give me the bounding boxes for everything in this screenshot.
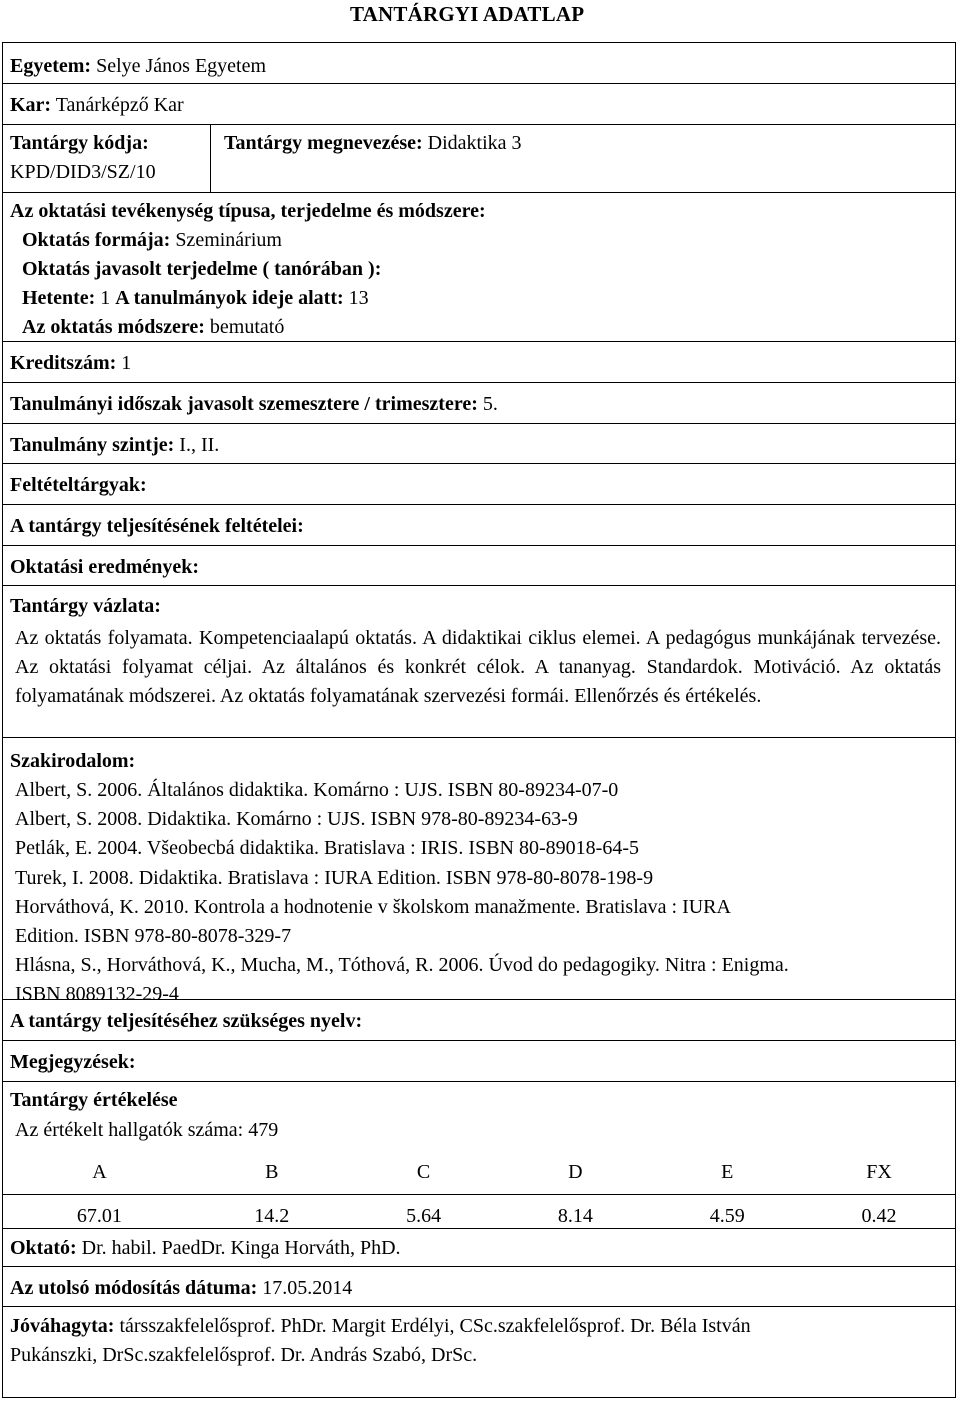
literature-item: Albert, S. 2006. Általános didaktika. Komárno : UJS. ISBN 80-89234-07-0: [15, 779, 619, 801]
grade-header: E: [651, 1151, 803, 1195]
course-name-label: Tantárgy megnevezése:: [224, 132, 423, 154]
course-name-value: Didaktika 3: [427, 132, 522, 154]
completion-label: A tantárgy teljesítésének feltételei:: [10, 515, 304, 537]
scope-label: Oktatás javasolt terjedelme ( tanórában ):: [22, 258, 382, 280]
modified-value: 17.05.2014: [262, 1277, 353, 1299]
semester-row: [3, 383, 955, 424]
literature-label: Szakirodalom:: [10, 750, 136, 772]
language-row: [3, 1000, 955, 1041]
outcomes-row: [3, 546, 955, 586]
activity-row: [3, 193, 955, 342]
literature-item: Petlák, E. 2004. Všeobecbá didaktika. Bratislava : IRIS. ISBN 80-89018-64-5: [15, 837, 639, 860]
students-count: Az értékelt hallgatók száma: 479: [15, 1119, 279, 1141]
method-label: Az oktatás módszere:: [22, 316, 205, 338]
form-label: Oktatás formája:: [22, 229, 171, 251]
approved-row: [3, 1307, 955, 1370]
weekly-label: Hetente:: [22, 287, 96, 309]
prerequisites-row: [3, 464, 955, 505]
prerequisites-label: Feltételtárgyak:: [10, 474, 147, 496]
grade-header: D: [499, 1151, 651, 1195]
literature-item: Edition. ISBN 978-80-8078-329-7: [15, 925, 292, 948]
level-value: I., II.: [179, 434, 220, 456]
teacher-value: Dr. habil. PaedDr. Kinga Horváth, PhD.: [81, 1237, 401, 1259]
faculty-row: [3, 84, 955, 125]
teacher-row: [3, 1229, 955, 1267]
semester-label: Tanulmányi időszak javasolt szemesztere / trimesztere:: [10, 393, 478, 415]
credits-label: Kreditszám:: [10, 352, 117, 374]
total-value: 13: [348, 287, 369, 309]
grades-table: [3, 1151, 955, 1238]
grade-header: A: [3, 1151, 196, 1195]
literature-item: Hlásna, S., Horváthová, K., Mucha, M., Tóthová, R. 2006. Úvod do pedagogiky. Nitra : Enigma.: [15, 954, 789, 977]
total-label: A tanulmányok ideje alatt:: [115, 287, 344, 309]
modified-label: Az utolsó módosítás dátuma:: [10, 1277, 258, 1299]
outcomes-label: Oktatási eredmények:: [10, 556, 200, 578]
literature-row: [3, 738, 955, 1006]
notes-label: Megjegyzések:: [10, 1051, 136, 1073]
university-label: Egyetem:: [10, 55, 92, 77]
notes-row: [3, 1041, 955, 1082]
literature-item: Albert, S. 2008. Didaktika. Komárno : UJS. ISBN 978-80-89234-63-9: [15, 808, 578, 831]
level-row: [3, 424, 955, 464]
literature-item: Horváthová, K. 2010. Kontrola a hodnotenie v školskom manažmente. Bratislava : IURA: [15, 895, 731, 918]
credits-row: [3, 342, 955, 383]
outline-row: [3, 586, 955, 738]
semester-value: 5.: [482, 393, 498, 415]
grade-header: B: [196, 1151, 348, 1195]
grade-value: 67.01: [76, 1205, 122, 1227]
form-value: Szeminárium: [175, 229, 282, 251]
language-label: A tantárgy teljesítéséhez szükséges nyelv:: [10, 1010, 363, 1032]
document-title: TANTÁRGYI ADATLAP: [350, 2, 585, 26]
level-label: Tanulmány szintje:: [10, 434, 175, 456]
faculty-value: Tanárképző Kar: [55, 94, 184, 116]
grade-value: 5.64: [406, 1205, 442, 1227]
outline-label: Tantárgy vázlata:: [10, 595, 161, 617]
literature-item: ISBN 8089132-29-4: [15, 983, 179, 1006]
approved-line-1: társszakfelelősprof. PhDr. Margit Erdélyi, CSc.szakfelelősprof. Dr. Béla István: [119, 1315, 751, 1337]
completion-row: [3, 505, 955, 546]
course-code-label: Tantárgy kódja:: [10, 132, 149, 154]
course-code-value: KPD/DID3/SZ/10: [10, 161, 156, 183]
credits-value: 1: [121, 352, 132, 374]
grade-value: 8.14: [557, 1205, 593, 1227]
approved-line-2: Pukánszki, DrSc.szakfelelősprof. Dr. András Szabó, DrSc.: [10, 1344, 478, 1366]
literature-item: Turek, I. 2008. Didaktika. Bratislava : IURA Edition. ISBN 978-80-8078-198-9: [15, 866, 654, 889]
university-row: [3, 43, 955, 84]
method-value: bemutató: [209, 316, 285, 338]
grade-value: 4.59: [709, 1205, 745, 1227]
activity-heading: Az oktatási tevékenység típusa, terjedelme és módszere:: [10, 200, 486, 222]
faculty-label: Kar:: [10, 94, 52, 116]
teacher-label: Oktató:: [10, 1237, 77, 1259]
approved-label: Jóváhagyta:: [10, 1315, 115, 1337]
grade-header: FX: [803, 1151, 955, 1195]
modified-row: [3, 1267, 955, 1307]
course-id-row: [3, 125, 955, 193]
course-sheet: [2, 42, 956, 1398]
university-value: Selye János Egyetem: [96, 55, 267, 77]
grade-value: 0.42: [861, 1205, 897, 1227]
evaluation-label: Tantárgy értékelése: [10, 1089, 178, 1111]
evaluation-row: [3, 1082, 955, 1229]
grade-value: 14.2: [254, 1205, 290, 1227]
grade-header: C: [348, 1151, 500, 1195]
outline-text: Az oktatás folyamata. Kompetenciaalapú oktatás. A didaktikai ciklus elemei. A pedagógus munkájának tervezése. Az oktatási folyamat céljai. Az általános és konkrét célok. A tananyag. Standardok. Motiváció. Az oktatás folyamatának módszerei. Az oktatás folyamatának szervezési formái. Ellenőrzés és értékelés.: [15, 627, 941, 707]
grades-header-row: [3, 1151, 955, 1195]
weekly-value: 1: [100, 287, 111, 309]
